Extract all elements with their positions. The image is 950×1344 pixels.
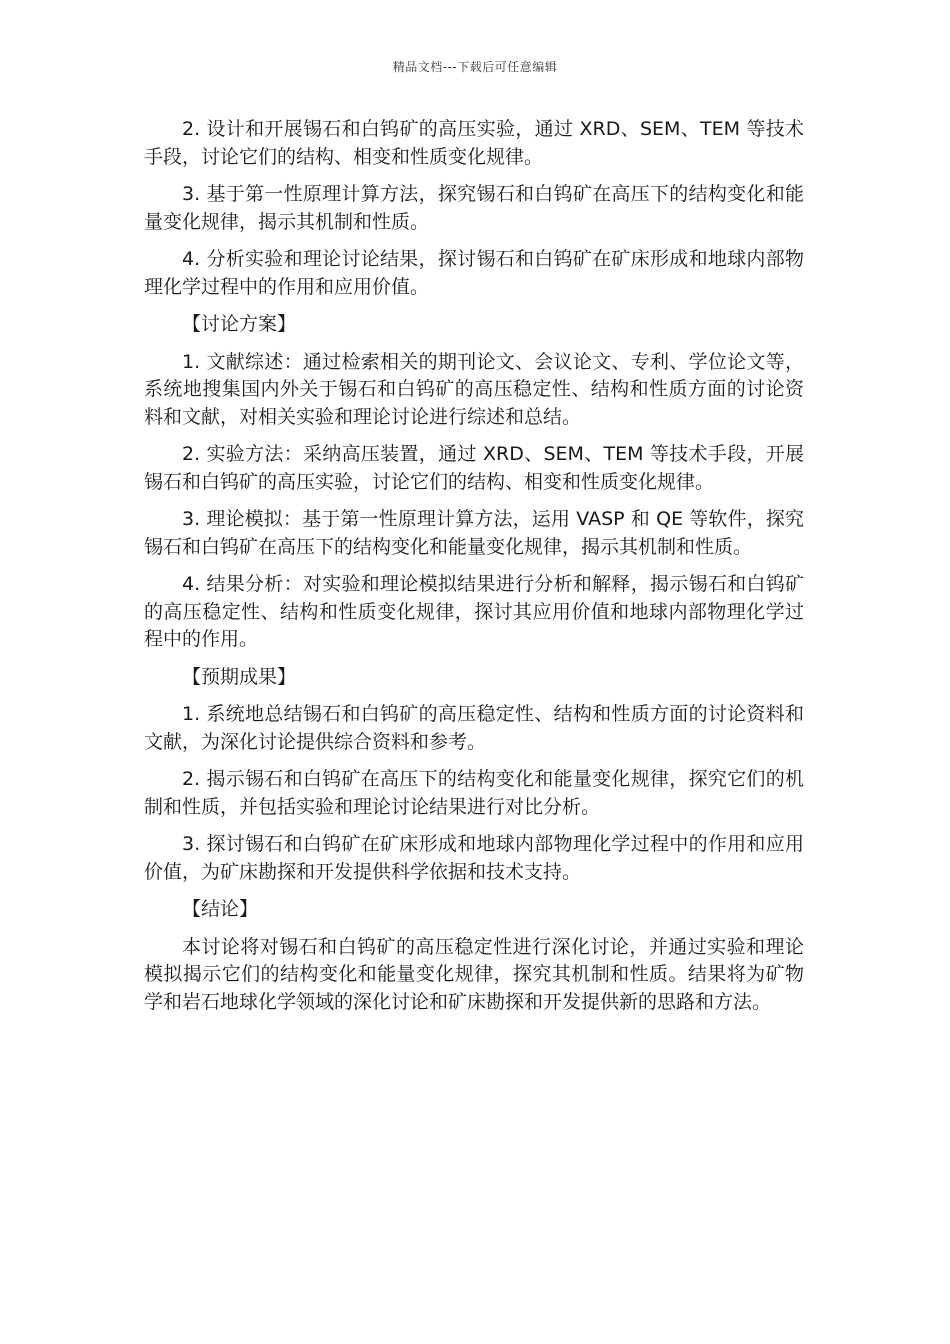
document-body (144, 116, 804, 1026)
conclusion-paragraph: 本讨论将对锡石和白钨矿的高压稳定性进行深化讨论，并通过实验和理论模拟揭示它们的结构变化和能量变化规律，探究其机制和性质。结果将为矿物学和岩石地球化学领域的深化讨论和矿床勘探和开发提供新的思路和方法。 (144, 935, 804, 1013)
plan-1-paragraph: 1. 文献综述：通过检索相关的期刊论文、会议论文、专利、学位论文等，系统地搜集国内外关于锡石和白钨矿的高压稳定性、结构和性质方面的讨论资料和文献，对相关实验和理论讨论进行综述和总结。 (144, 350, 804, 428)
result-2-paragraph: 2. 揭示锡石和白钨矿在高压下的结构变化和能量变化规律，探究它们的机制和性质，并包括实验和理论讨论结果进行对比分析。 (144, 768, 804, 818)
section-heading-plan: 【讨论方案】 (182, 313, 297, 335)
plan-2-paragraph: 2. 实验方法：采纳高压装置，通过 XRD、SEM、TEM 等技术手段，开展锡石和白钨矿的高压实验，讨论它们的结构、相变和性质变化规律。 (144, 443, 804, 493)
objective-4-paragraph: 4. 分析实验和理论讨论结果，探讨锡石和白钨矿在矿床形成和地球内部物理化学过程中的作用和应用价值。 (144, 248, 804, 298)
result-1-paragraph: 1. 系统地总结锡石和白钨矿的高压稳定性、结构和性质方面的讨论资料和文献，为深化讨论提供综合资料和参考。 (144, 703, 804, 753)
plan-4-paragraph: 4. 结果分析：对实验和理论模拟结果进行分析和解释，揭示锡石和白钨矿的高压稳定性、结构和性质变化规律，探讨其应用价值和地球内部物理化学过程中的作用。 (144, 573, 804, 650)
section-heading-results: 【预期成果】 (182, 665, 297, 688)
plan-3-paragraph: 3. 理论模拟：基于第一性原理计算方法，运用 VASP 和 QE 等软件，探究锡石和白钨矿在高压下的结构变化和能量变化规律，揭示其机制和性质。 (144, 508, 804, 558)
objective-2-paragraph: 2. 设计和开展锡石和白钨矿的高压实验，通过 XRD、SEM、TEM 等技术手段，讨论它们的结构、相变和性质变化规律。 (144, 118, 804, 168)
page-header: 精品文档---下载后可任意编辑 (392, 60, 558, 74)
section-heading-conclusion: 【结论】 (182, 898, 259, 920)
objective-3-paragraph: 3. 基于第一性原理计算方法，探究锡石和白钨矿在高压下的结构变化和能量变化规律，揭示其机制和性质。 (144, 183, 804, 233)
result-3-paragraph: 3. 探讨锡石和白钨矿在矿床形成和地球内部物理化学过程中的作用和应用价值，为矿床勘探和开发提供科学依据和技术支持。 (144, 833, 804, 883)
